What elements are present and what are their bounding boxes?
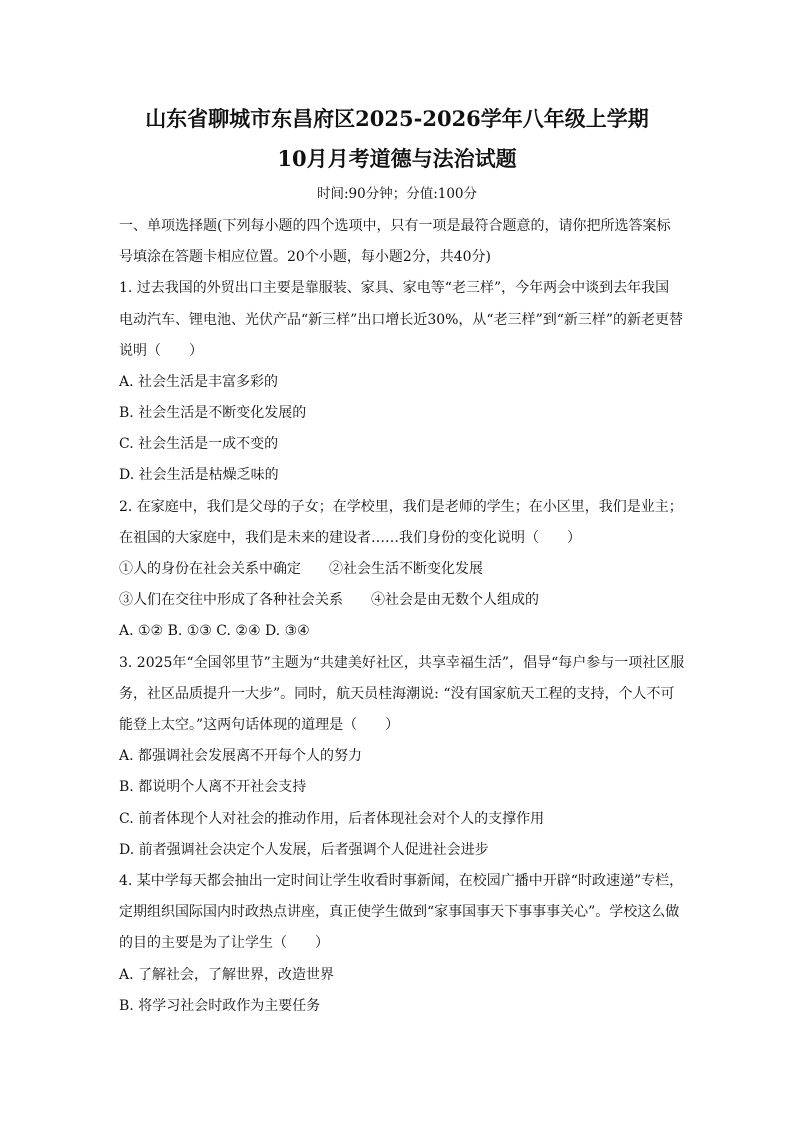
question-2-stem: 2. 在家庭中，我们是父母的子女；在学校里，我们是老师的学生；在小区里，我们是业主；	[119, 499, 683, 515]
question-3-stem: 3. 2025年“全国邻里节”主题为“共建美好社区，共享幸福生活”，倡导“每户参与一项社区服	[119, 655, 685, 671]
question-3-option-a: A. 都强调社会发展离不开每个人的努力	[119, 748, 363, 764]
question-1-option-a: A. 社会生活是丰富多彩的	[119, 374, 279, 390]
question-1-stem-end: 说明（ ）	[119, 343, 203, 359]
exam-title-line1: 山东省聊城市东昌府区2025-2026学年八年级上学期	[145, 106, 649, 131]
question-3-option-b: B. 都说明个人离不开社会支持	[119, 779, 307, 795]
question-1-stem: 1. 过去我国的外贸出口主要是靠服装、家具、家电等“老三样”，今年两会中谈到去年我国	[119, 280, 670, 296]
question-2-items-2: ③人们在交往中形成了各种社会关系 ④社会是由无数个人组成的	[119, 592, 539, 608]
question-4-option-b: B. 将学习社会时政作为主要任务	[119, 998, 321, 1014]
question-3-option-c: C. 前者体现个人对社会的推动作用，后者体现社会对个人的支撑作用	[119, 811, 545, 827]
question-3-stem-end: 能登上太空。”这两句话体现的道理是（ ）	[119, 717, 400, 733]
question-4-stem-end: 的目的主要是为了让学生（ ）	[119, 935, 329, 951]
question-1-stem-cont: 电动汽车、锂电池、光伏产品“新三样”出口增长近30%，从“老三样”到“新三样”的新老更替	[119, 312, 684, 328]
question-2-options: A. ①② B. ①③ C. ②④ D. ③④	[119, 623, 310, 639]
question-4-option-a: A. 了解社会，了解世界，改造世界	[119, 967, 335, 983]
question-4-stem-cont: 定期组织国际国内时政热点讲座，真正使学生做到“家事国事天下事事事关心”。学校这么做	[119, 904, 680, 920]
question-1-option-b: B. 社会生活是不断变化发展的	[119, 405, 307, 421]
exam-time-score: 时间:90分钟；分值:100分	[316, 186, 478, 202]
question-2-stem-cont: 在祖国的大家庭中，我们是未来的建设者……我们身份的变化说明（ ）	[119, 530, 581, 546]
question-4-stem: 4. 某中学每天都会抽出一定时间让学生收看时事新闻，在校园广播中开辟“时政速递”专栏，	[119, 873, 684, 889]
question-3-option-d: D. 前者强调社会决定个人发展，后者强调个人促进社会进步	[119, 842, 489, 858]
exam-title-line2: 10月月考道德与法治试题	[277, 146, 517, 171]
section-heading-cont: 号填涂在答题卡相应位置。20个小题，每小题2分，共40分)	[119, 249, 491, 265]
question-2-items-1: ①人的身份在社会关系中确定 ②社会生活不断变化发展	[119, 561, 483, 577]
question-1-option-c: C. 社会生活是一成不变的	[119, 436, 279, 452]
section-heading: 一、单项选择题(下列每小题的四个选项中，只有一项是最符合题意的，请你把所选答案标	[119, 218, 671, 234]
question-1-option-d: D. 社会生活是枯燥乏味的	[119, 467, 279, 483]
question-3-stem-cont: 务，社区品质提升一大步”。同时，航天员桂海潮说: “没有国家航天工程的支持，个人不可	[119, 686, 675, 702]
